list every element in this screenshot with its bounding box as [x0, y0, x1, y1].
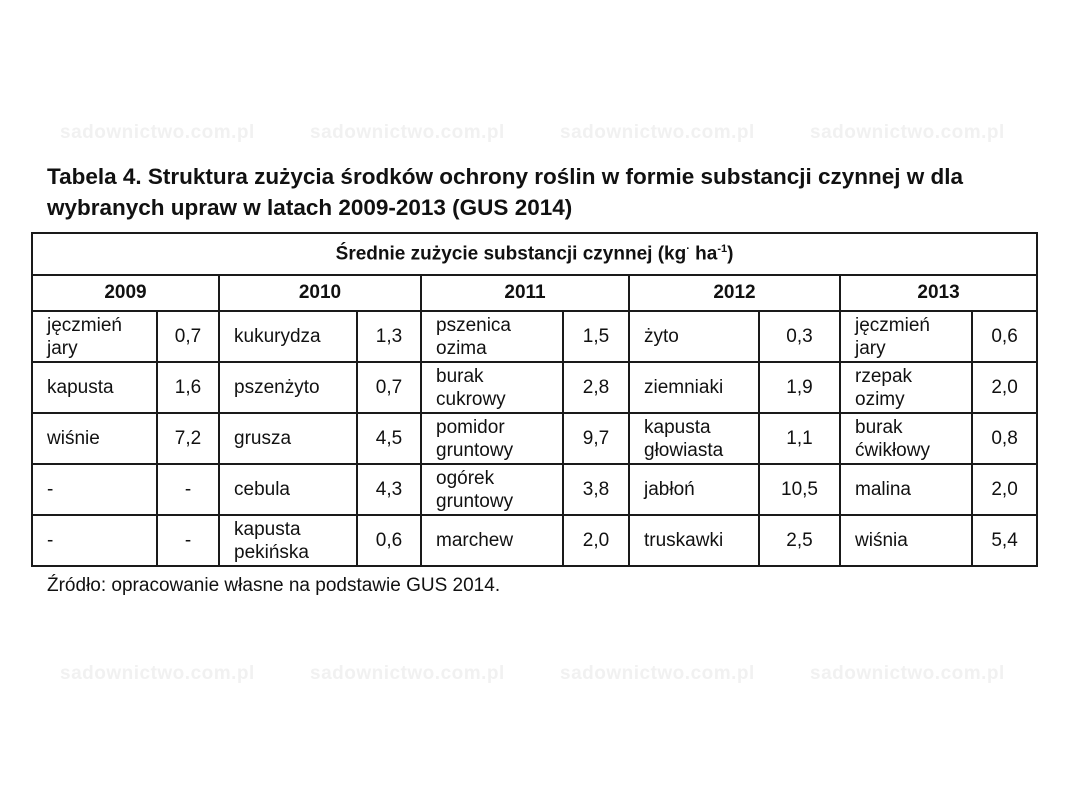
value-cell: 0,6 — [972, 311, 1037, 362]
header-unit-ha: ha — [689, 243, 718, 265]
crop-cell: - — [32, 515, 157, 566]
header-unit-exponent: -1 — [717, 242, 728, 255]
value-cell: 4,5 — [357, 413, 421, 464]
crop-cell: żyto — [629, 311, 759, 362]
value-cell: 1,6 — [157, 362, 219, 413]
value-cell: 2,5 — [759, 515, 840, 566]
watermark: sadownictwo.com.pl — [810, 663, 1005, 684]
value-cell: 2,0 — [972, 362, 1037, 413]
table-row — [32, 464, 1037, 515]
crop-cell: kapusta pekińska — [219, 515, 357, 566]
value-cell: 9,7 — [563, 413, 629, 464]
value-cell: 0,7 — [357, 362, 421, 413]
value-cell: 3,8 — [563, 464, 629, 515]
crop-cell: wiśnia — [840, 515, 972, 566]
value-cell: - — [157, 464, 219, 515]
watermark: sadownictwo.com.pl — [560, 122, 755, 143]
year-header: 2011 — [421, 275, 629, 311]
crop-cell: marchew — [421, 515, 563, 566]
header-main-text: Średnie zużycie substancji czynnej (kg — [335, 243, 687, 265]
value-cell: 2,8 — [563, 362, 629, 413]
source-note: Źródło: opracowanie własne na podstawie GUS 2014. — [47, 575, 501, 596]
value-cell: 1,1 — [759, 413, 840, 464]
crop-cell: burak ćwikłowy — [840, 413, 972, 464]
value-cell: 2,0 — [563, 515, 629, 566]
crop-cell: malina — [840, 464, 972, 515]
crop-cell: truskawki — [629, 515, 759, 566]
crop-cell: wiśnie — [32, 413, 157, 464]
value-cell: 5,4 — [972, 515, 1037, 566]
header-close: ) — [727, 243, 734, 265]
value-cell: 7,2 — [157, 413, 219, 464]
crop-cell: kapusta — [32, 362, 157, 413]
value-cell: 1,9 — [759, 362, 840, 413]
header-unit-dot: · — [686, 242, 690, 255]
watermark: sadownictwo.com.pl — [60, 663, 255, 684]
table-title: Tabela 4. Struktura zużycia środków ochrony roślin w formie substancji czynnej w dla wybranych upraw w latach 2009-2013 (GUS 2014) — [47, 164, 964, 220]
value-cell: 0,3 — [759, 311, 840, 362]
table-main-header — [32, 233, 1037, 275]
table-row — [32, 413, 1037, 464]
watermark: sadownictwo.com.pl — [310, 663, 505, 684]
watermark: sadownictwo.com.pl — [810, 122, 1005, 143]
watermark: sadownictwo.com.pl — [60, 122, 255, 143]
crop-cell: jabłoń — [629, 464, 759, 515]
crop-cell: - — [32, 464, 157, 515]
crop-cell: kapusta głowiasta — [629, 413, 759, 464]
value-cell: 10,5 — [759, 464, 840, 515]
year-header: 2009 — [32, 275, 219, 311]
crop-cell: ziemniaki — [629, 362, 759, 413]
value-cell: 1,5 — [563, 311, 629, 362]
year-header: 2013 — [840, 275, 1037, 311]
value-cell: 0,8 — [972, 413, 1037, 464]
crop-cell: pomidor gruntowy — [421, 413, 563, 464]
year-header: 2010 — [219, 275, 421, 311]
crop-cell: jęczmień jary — [32, 311, 157, 362]
value-cell: 4,3 — [357, 464, 421, 515]
year-header: 2012 — [629, 275, 840, 311]
table-row — [32, 515, 1037, 566]
crop-cell: pszenica ozima — [421, 311, 563, 362]
table-row — [32, 362, 1037, 413]
year-header-row — [32, 275, 1037, 311]
crop-cell: grusza — [219, 413, 357, 464]
crop-cell: cebula — [219, 464, 357, 515]
value-cell: - — [157, 515, 219, 566]
watermark: sadownictwo.com.pl — [310, 122, 505, 143]
data-table — [31, 232, 1038, 567]
value-cell: 2,0 — [972, 464, 1037, 515]
value-cell: 0,7 — [157, 311, 219, 362]
crop-cell: jęczmień jary — [840, 311, 972, 362]
value-cell: 1,3 — [357, 311, 421, 362]
crop-cell: rzepak ozimy — [840, 362, 972, 413]
crop-cell: pszenżyto — [219, 362, 357, 413]
crop-cell: kukurydza — [219, 311, 357, 362]
watermark: sadownictwo.com.pl — [560, 663, 755, 684]
crop-cell: ogórek gruntowy — [421, 464, 563, 515]
crop-cell: burak cukrowy — [421, 362, 563, 413]
value-cell: 0,6 — [357, 515, 421, 566]
table-row — [32, 311, 1037, 362]
